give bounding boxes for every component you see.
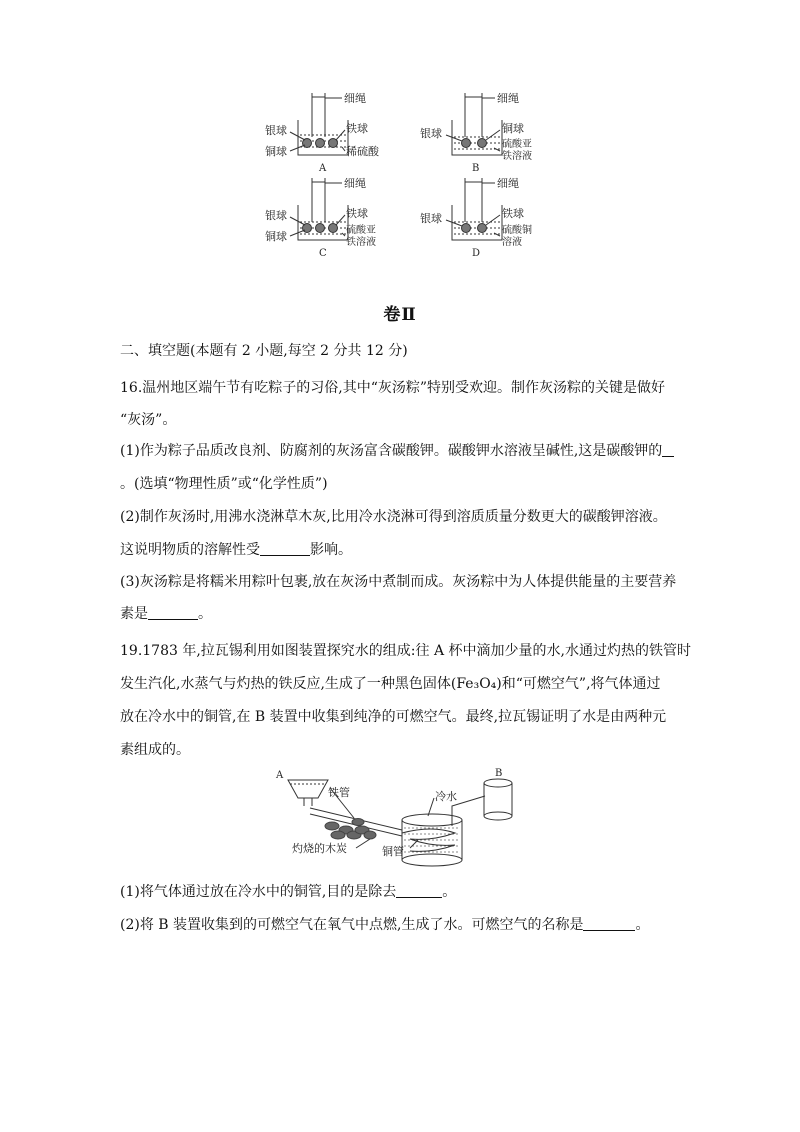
q19-line-3: 放在冷水中的铜管,在 B 装置中收集到纯净的可燃空气。最终,拉瓦锡证明了水是由两种元 bbox=[120, 709, 667, 725]
q19-line-2: 发生汽化,水蒸气与灼热的铁反应,生成了一种黑色固体(Fe₃O₄)和“可燃空气”,将气体通过 bbox=[120, 676, 661, 692]
d-right-top-label: 铁球 bbox=[502, 207, 524, 220]
c-left-bottom-label: 铜球 bbox=[265, 230, 287, 243]
answer-blank-16-3[interactable] bbox=[148, 605, 198, 620]
b-letter: B bbox=[472, 163, 480, 174]
q19-part2-prefix: (2)将 B 装置收集到的可燃空气在氧气中点燃,生成了水。可燃空气的名称是 bbox=[120, 917, 584, 933]
q16-part2-prefix: 这说明物质的溶解性受 bbox=[120, 542, 260, 558]
answer-blank-16-2[interactable] bbox=[260, 541, 310, 556]
a-right-top-label: 铁球 bbox=[346, 122, 368, 135]
q16-part2-line-1: (2)制作灰汤时,用沸水浇淋草木灰,比用冷水浇淋可得到溶质质量分数更大的碳酸钾溶液。 bbox=[120, 509, 667, 525]
c-rope-label: 细绳 bbox=[344, 177, 366, 190]
q16-part1-text: (1)作为粽子品质改良剂、防腐剂的灰汤富含碳酸钾。碳酸钾水溶液呈碱性,这是碳酸钾的 bbox=[120, 443, 663, 459]
cold-water-label: 冷水 bbox=[435, 790, 457, 803]
copper-tube-label: 铜管 bbox=[382, 845, 404, 858]
d-letter: D bbox=[472, 248, 481, 259]
q16-part3-line-1: (3)灰汤粽是将糯米用粽叶包裹,放在灰汤中煮制而成。灰汤粽中为人体提供能量的主要营养 bbox=[120, 574, 677, 590]
d-left-top-label: 银球 bbox=[420, 212, 442, 225]
apparatus-label-b: B bbox=[495, 768, 503, 779]
c-letter: C bbox=[319, 248, 327, 259]
c-right-bottom-label-1: 硫酸亚 bbox=[346, 225, 376, 236]
section-title: 卷Ⅱ bbox=[383, 305, 417, 325]
apparatus-figure-svg bbox=[270, 768, 530, 868]
q16-part1-line-1 bbox=[120, 441, 690, 461]
beaker-d bbox=[446, 178, 502, 240]
a-left-top-label: 银球 bbox=[265, 124, 287, 137]
q19-part1 bbox=[120, 882, 690, 902]
c-left-top-label: 银球 bbox=[265, 209, 287, 222]
beaker-a bbox=[290, 93, 348, 155]
a-left-bottom-label: 铜球 bbox=[265, 145, 287, 158]
apparatus-label-a: A bbox=[276, 770, 284, 781]
d-right-bottom-label-1: 硫酸铜 bbox=[502, 225, 532, 236]
beaker-figure bbox=[250, 85, 550, 265]
beaker-b bbox=[446, 93, 502, 155]
a-right-bottom-label: 稀硫酸 bbox=[346, 145, 379, 158]
q19-part2 bbox=[120, 915, 690, 935]
iron-tube-label: 铁管 bbox=[328, 786, 350, 799]
q19-part1-prefix: (1)将气体通过放在冷水中的铜管,目的是除去 bbox=[120, 884, 397, 900]
d-right-bottom-label-2: 溶液 bbox=[502, 237, 522, 248]
charcoal-label: 灼烧的木炭 bbox=[292, 842, 347, 855]
c-right-bottom-label-2: 铁溶液 bbox=[346, 237, 376, 248]
q19-line-4: 素组成的。 bbox=[120, 742, 190, 758]
b-left-top-label: 银球 bbox=[420, 127, 442, 140]
q16-part3-suffix: 。 bbox=[198, 606, 212, 622]
q16-part1-line-2: 。(选填“物理性质”或“化学性质”) bbox=[120, 476, 328, 492]
q19-line-1: 19.1783 年,拉瓦锡利用如图装置探究水的组成:往 A 杯中滴加少量的水,水通过灼热的铁管时 bbox=[120, 643, 691, 659]
answer-blank-16-1[interactable] bbox=[662, 442, 674, 457]
q16-part2-suffix: 影响。 bbox=[310, 542, 352, 558]
section-heading: 二、填空题(本题有 2 小题,每空 2 分共 12 分) bbox=[120, 343, 408, 359]
a-rope-label: 细绳 bbox=[344, 92, 366, 105]
a-letter: A bbox=[319, 163, 327, 174]
b-rope-label: 细绳 bbox=[497, 92, 519, 105]
funnel-a bbox=[288, 780, 328, 798]
q19-part1-suffix: 。 bbox=[442, 884, 457, 900]
water-container-top bbox=[402, 814, 462, 826]
beaker-figure-svg bbox=[250, 85, 550, 265]
b-right-top-label: 铜球 bbox=[502, 122, 524, 135]
b-right-bottom-label-2: 铁溶液 bbox=[502, 151, 532, 162]
q16-part2-line-2 bbox=[120, 540, 690, 560]
b-right-bottom-label-1: 硫酸亚 bbox=[502, 139, 532, 150]
answer-blank-19-2[interactable] bbox=[583, 916, 635, 931]
q19-part2-suffix: 。 bbox=[635, 917, 650, 933]
apparatus-figure bbox=[270, 768, 530, 868]
d-rope-label: 细绳 bbox=[497, 177, 519, 190]
answer-blank-19-1[interactable] bbox=[396, 883, 442, 898]
beaker-c bbox=[290, 178, 348, 240]
q16-part3-prefix: 素是 bbox=[120, 606, 148, 622]
q16-line-1: 16.温州地区端午节有吃粽子的习俗,其中“灰汤粽”特别受欢迎。制作灰汤粽的关键是做好 bbox=[120, 380, 666, 396]
q16-line-2: “灰汤”。 bbox=[120, 412, 177, 428]
collector-b-top bbox=[484, 779, 512, 787]
c-right-top-label: 铁球 bbox=[346, 207, 368, 220]
q16-part3-line-2 bbox=[120, 604, 690, 624]
